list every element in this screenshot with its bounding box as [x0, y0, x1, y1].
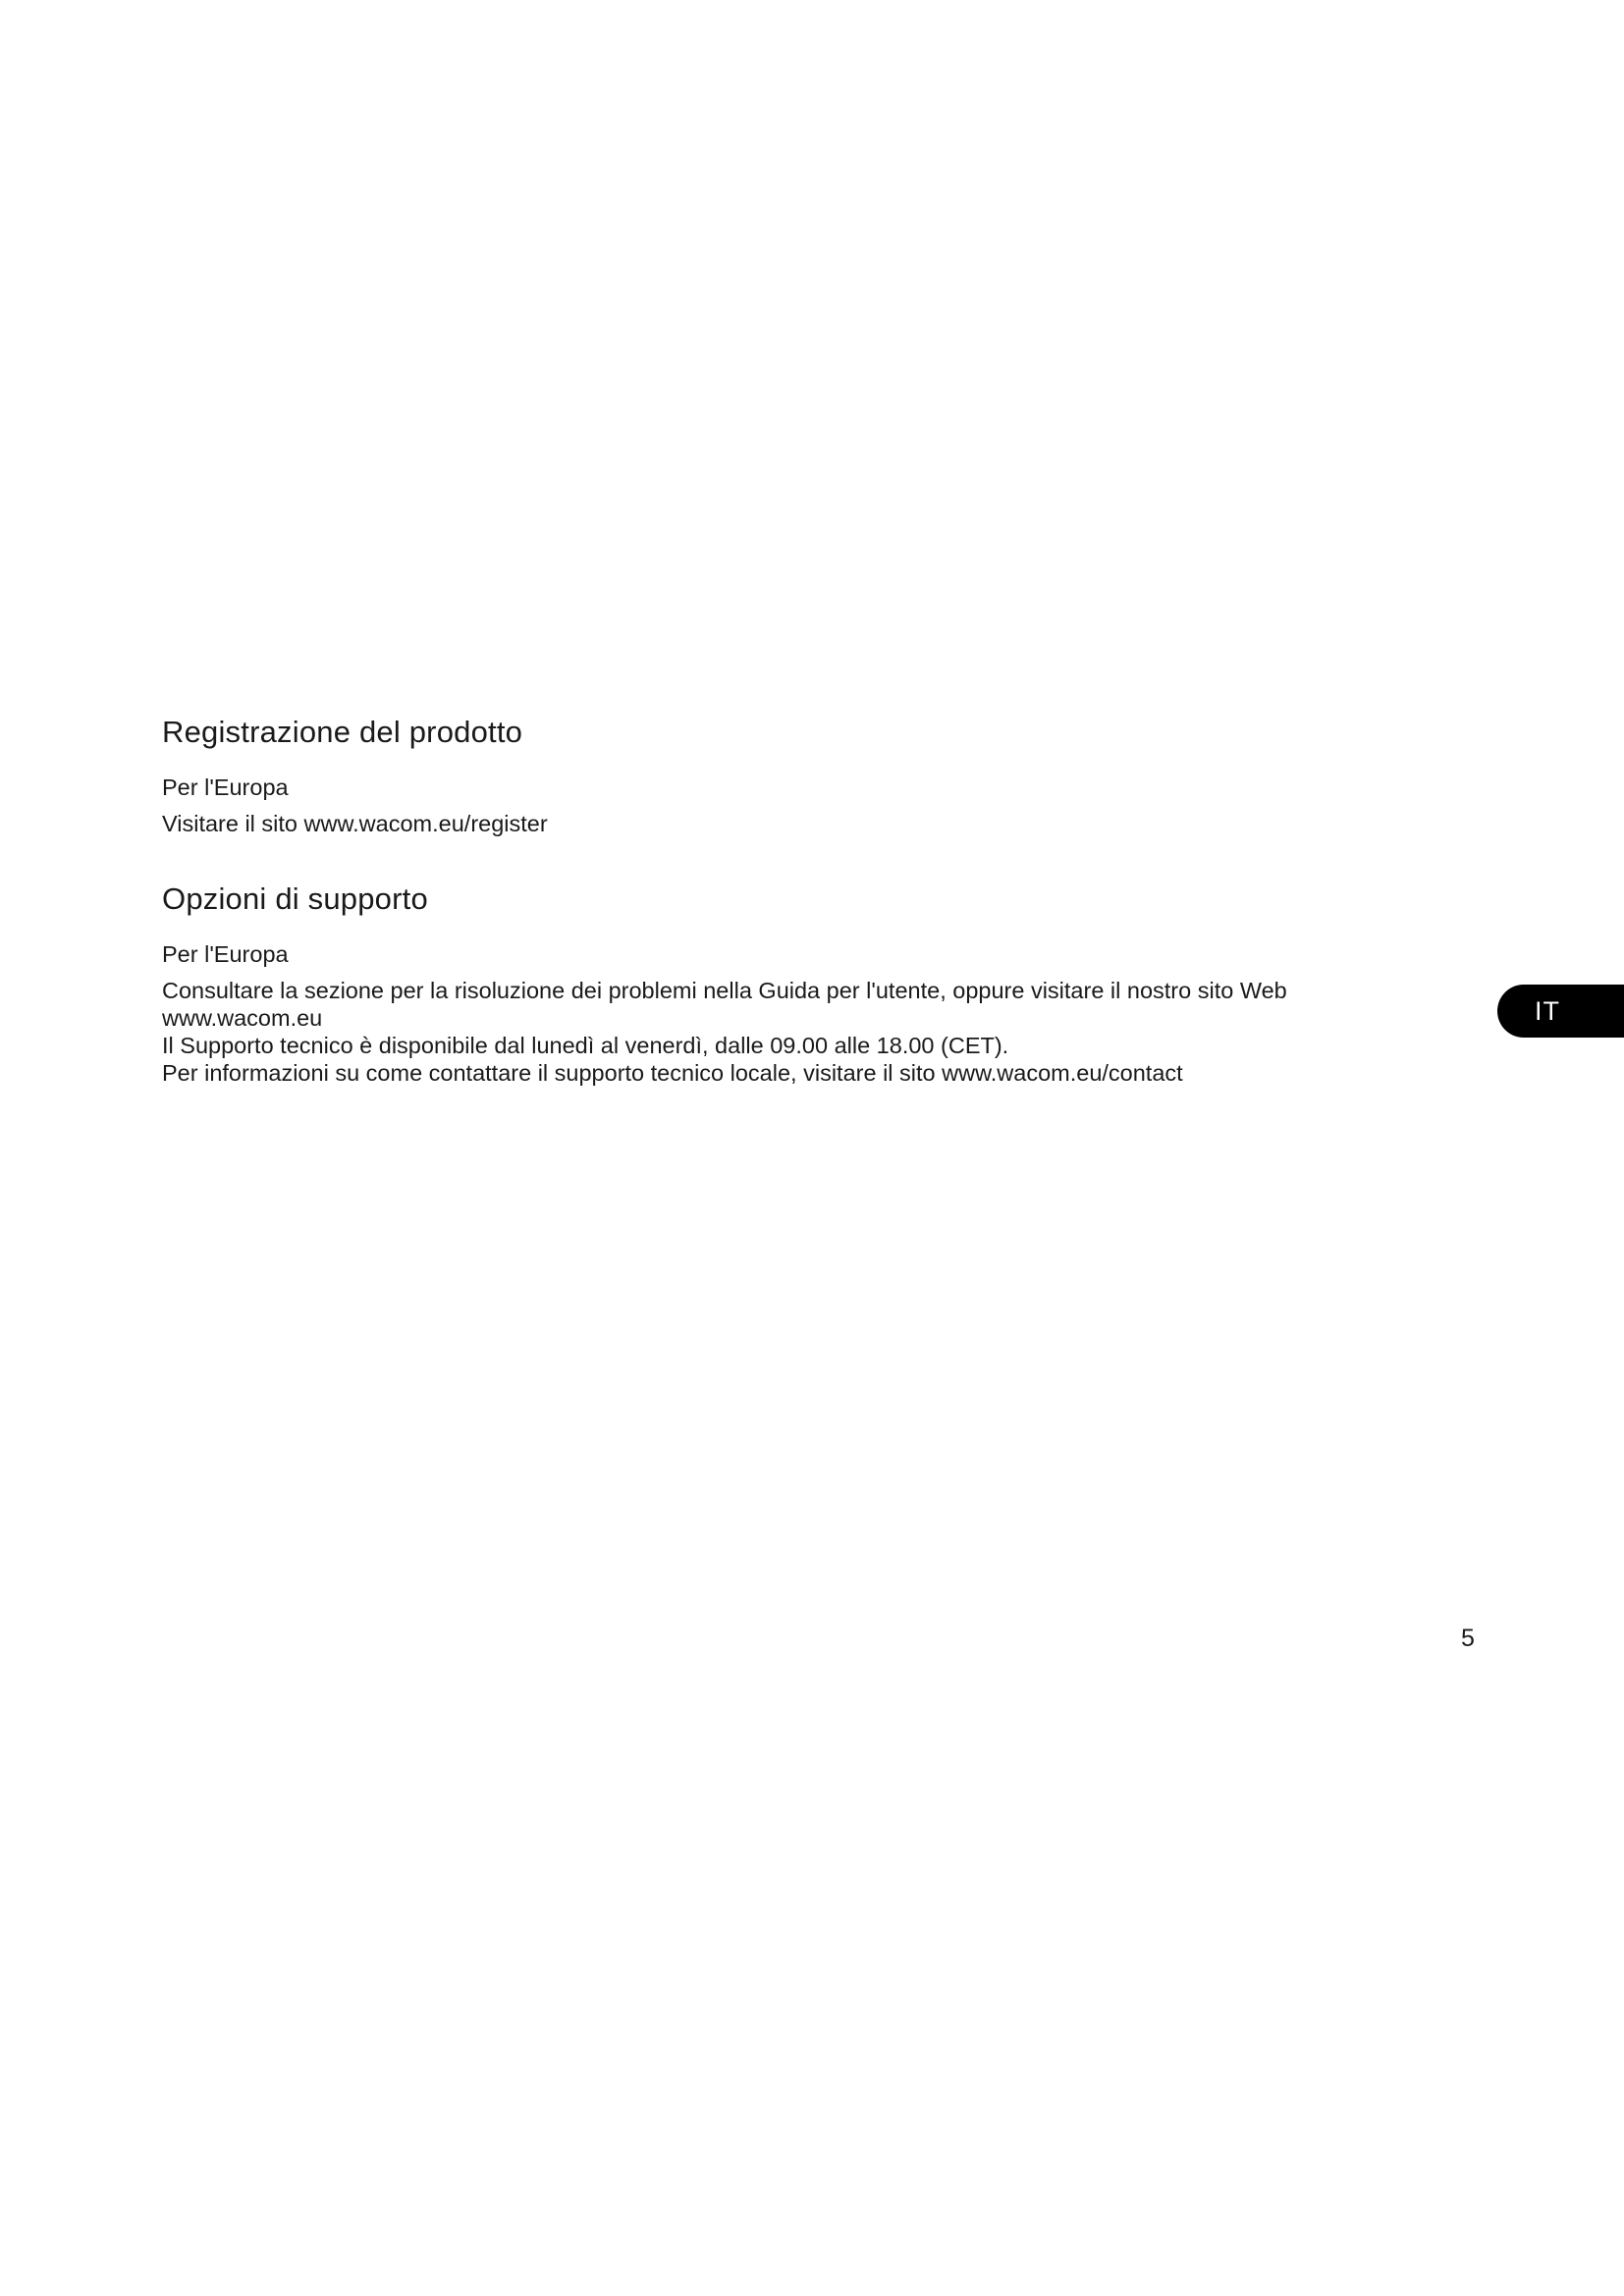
registration-instruction: Visitare il sito www.wacom.eu/register: [162, 811, 548, 836]
document-content: [162, 713, 1399, 1087]
support-line-website: www.wacom.eu: [162, 1005, 323, 1031]
support-line-hours: Il Supporto tecnico è disponibile dal lunedì al venerdì, dalle 09.00 alle 18.00 (CET).: [162, 1033, 1009, 1058]
support-line-troubleshooting: Consultare la sezione per la risoluzione dei problemi nella Guida per l'utente, oppure visitare il nostro sito Web: [162, 978, 1287, 1003]
language-tab-it: IT: [1497, 985, 1624, 1038]
support-line-contact: Per informazioni su come contattare il supporto tecnico locale, visitare il sito www.wacom.eu/contact: [162, 1060, 1183, 1086]
support-options-heading: Opzioni di supporto: [162, 881, 428, 916]
product-registration-heading: Registrazione del prodotto: [162, 715, 523, 749]
page-number: 5: [1461, 1625, 1475, 1652]
support-options-section: [162, 880, 1399, 1087]
product-registration-body: [162, 774, 1399, 837]
registration-region-label: Per l'Europa: [162, 774, 289, 800]
support-region-label: Per l'Europa: [162, 941, 289, 967]
product-registration-section: [162, 713, 1399, 837]
support-options-body: [162, 940, 1399, 1087]
